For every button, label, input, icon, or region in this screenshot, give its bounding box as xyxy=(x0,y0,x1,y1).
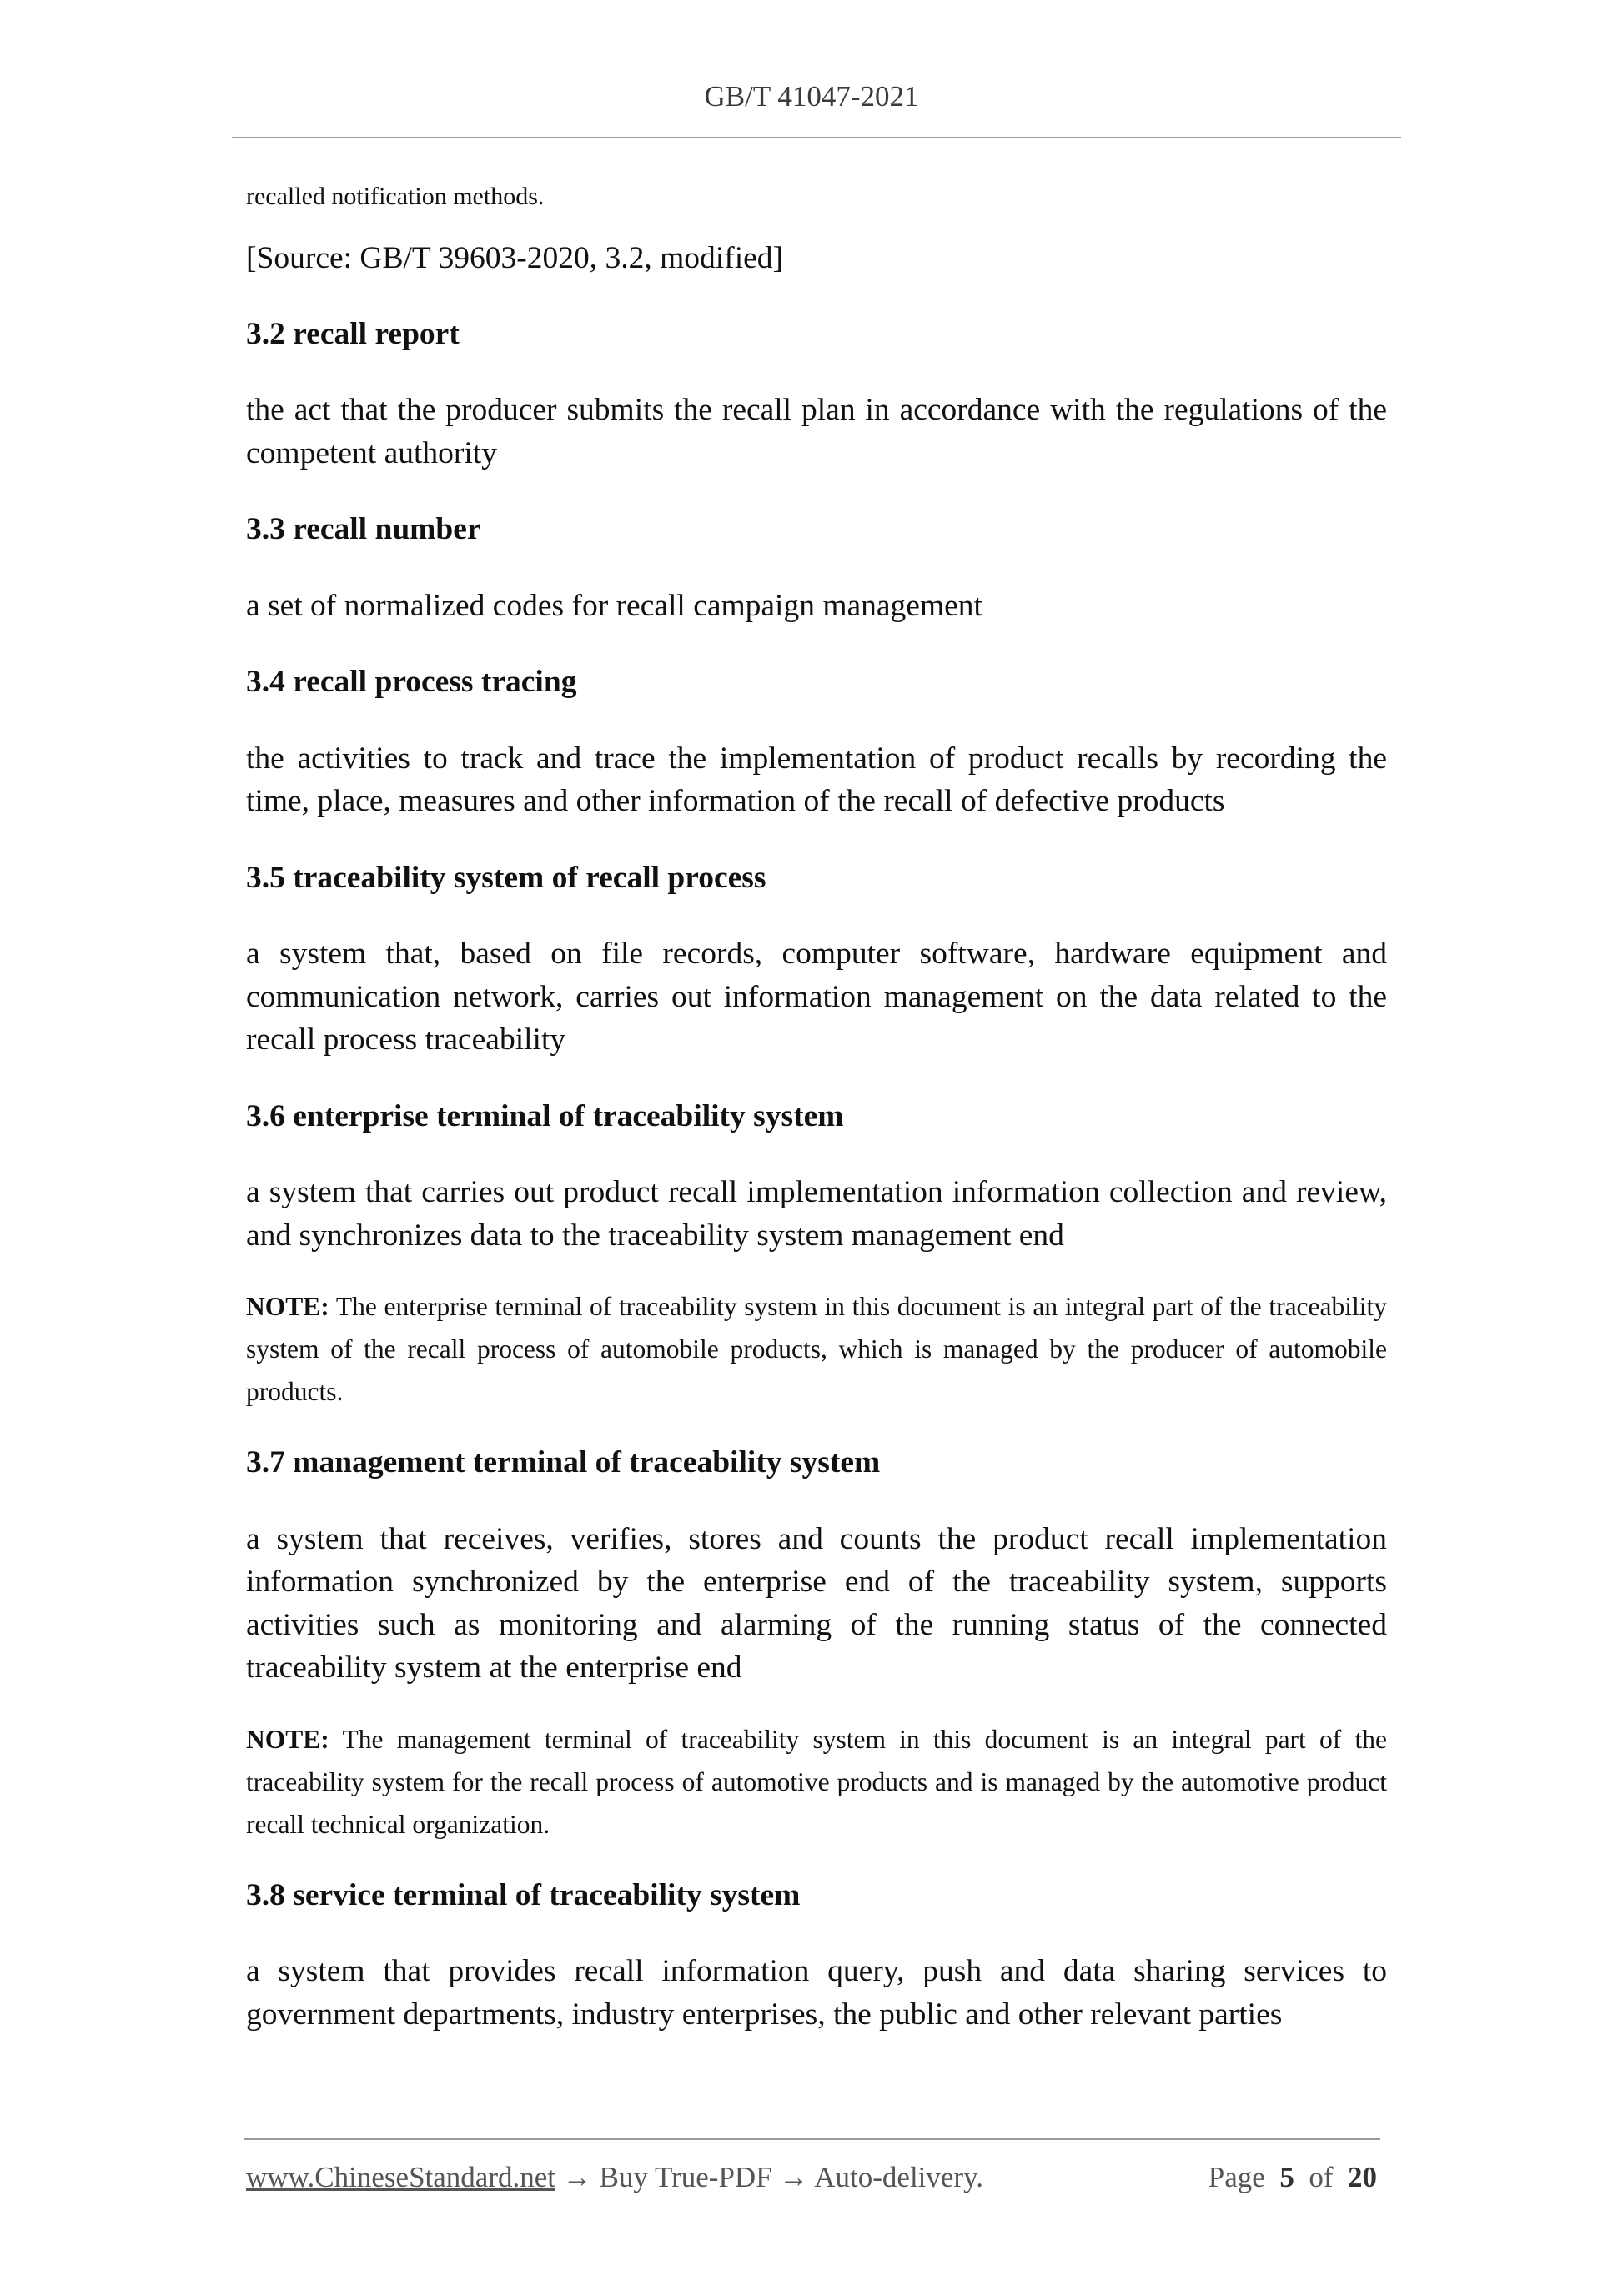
document-body xyxy=(246,175,1387,2036)
auto-delivery-text: Auto-delivery. xyxy=(814,2161,984,2193)
header-divider xyxy=(232,137,1401,138)
note-label: NOTE: xyxy=(246,1292,329,1321)
term-heading-3-7: 3.7 management terminal of traceability system xyxy=(246,1445,881,1480)
term-definition-3-4: the activities to track and trace the implementation of product recalls by recording the time, place, measures and other information of the recall of defective products xyxy=(246,741,1387,818)
term-definition-3-5: a system that, based on file records, computer software, hardware equipment and communication network, carries out information management on the data related to the recall process traceability xyxy=(246,937,1387,1057)
page-indicator xyxy=(1208,2158,1377,2197)
term-heading-3-3: 3.3 recall number xyxy=(246,512,481,546)
footer-promo xyxy=(246,2158,983,2197)
site-link[interactable]: www.ChineseStandard.net xyxy=(246,2161,555,2193)
term-definition-3-8: a system that provides recall information query, push and data sharing services to government departments, industry enterprises, the public and other relevant parties xyxy=(246,1954,1387,2032)
note-3-6 xyxy=(246,1285,1387,1413)
note-label: NOTE: xyxy=(246,1724,329,1754)
term-heading-3-2: 3.2 recall report xyxy=(246,316,460,351)
buy-pdf-text: Buy True-PDF xyxy=(599,2161,772,2193)
term-heading-3-5: 3.5 traceability system of recall process xyxy=(246,860,766,895)
term-definition-3-2: the act that the producer submits the recall plan in accordance with the regulations of the competent authority xyxy=(246,393,1387,470)
footer-divider xyxy=(244,2138,1380,2140)
page-total: 20 xyxy=(1348,2161,1377,2193)
note-text: The management terminal of traceability system in this document is an integral part of the traceability system for the recall process of automotive products and is managed by the automotive product recall technical organization. xyxy=(246,1724,1388,1839)
term-heading-3-8: 3.8 service terminal of traceability system xyxy=(246,1877,801,1912)
term-definition-3-6: a system that carries out product recall implementation information collection and review, and synchronizes data to the traceability system management end xyxy=(246,1175,1387,1253)
term-definition-3-7: a system that receives, verifies, stores and counts the product recall implementation information synchronized by the enterprise end of the traceability system, supports activities such as monitoring and alarming of the running status of the connected traceability system at the enterprise end xyxy=(246,1521,1387,1685)
arrow-right-icon: → xyxy=(779,2161,809,2193)
body-paragraph: recalled notification methods. xyxy=(246,183,545,210)
note-text: The enterprise terminal of traceability system in this document is an integral part of the traceability system of the recall process of automobile products, which is managed by the producer of automobile products. xyxy=(246,1292,1388,1406)
source-citation: [Source: GB/T 39603-2020, 3.2, modified] xyxy=(246,241,784,275)
note-3-7 xyxy=(246,1718,1387,1846)
page-word: Page xyxy=(1208,2161,1265,2193)
running-header: GB/T 41047-2021 xyxy=(704,80,919,113)
page-current: 5 xyxy=(1279,2161,1294,2193)
of-word: of xyxy=(1309,2161,1334,2193)
term-heading-3-6: 3.6 enterprise terminal of traceability system xyxy=(246,1098,844,1133)
term-definition-3-3: a set of normalized codes for recall campaign management xyxy=(246,588,982,623)
arrow-right-icon: → xyxy=(562,2161,592,2193)
term-heading-3-4: 3.4 recall process tracing xyxy=(246,665,577,699)
